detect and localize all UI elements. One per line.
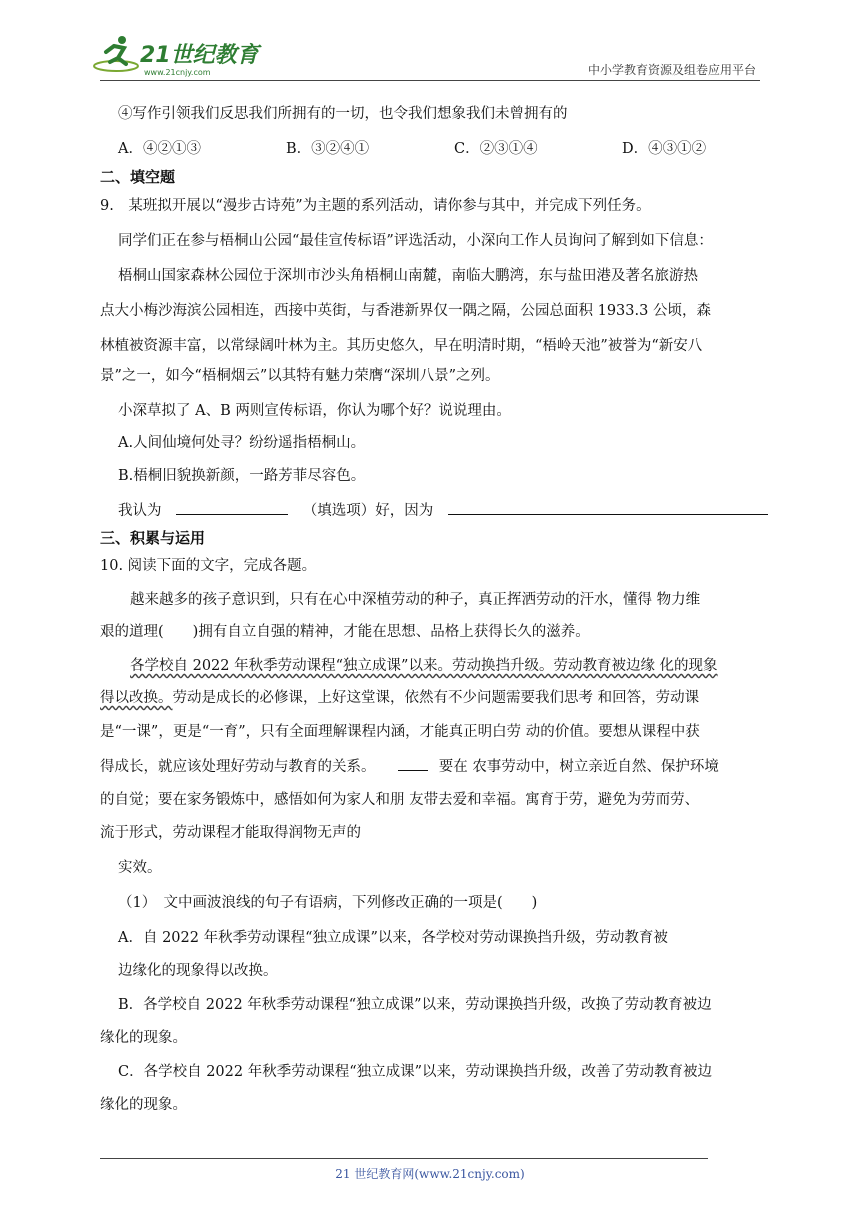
q9-passage-line-2: 点大小梅沙海滨公园相连，西接中英街，与香港新界仅一隅之隔，公园总面积 1933.3 公顷，森 [100, 303, 711, 319]
answer-blank-reason[interactable] [448, 500, 768, 515]
header-platform-text: 中小学教育资源及组卷应用平台 [587, 63, 756, 77]
q10-para2-line-4 [100, 756, 719, 777]
para2-line-4-text: 得成长，就应该处理好劳动与教育的关系。 [100, 759, 376, 775]
q9-passage-line-1: 梧桐山国家森林公园位于深圳市沙头角梧桐山南麓，南临大鹏湾，东与盐田港及著名旅游热 [118, 268, 698, 284]
q9-option-b: B.梧桐旧貌换新颜，一路芳菲尽容色。 [118, 468, 366, 484]
header-divider [100, 80, 760, 81]
q10-sub1-option-a-line-2: 边缘化的现象得以改换。 [118, 963, 278, 979]
answer-mid: （填选项）好，因为 [302, 503, 434, 519]
para2-line-4-text-b: 要在 农事劳动中，树立亲近自然、保护环境 [438, 759, 719, 775]
q9-task: 小深草拟了 A、B 两则宣传标语，你认为哪个好？说说理由。 [118, 403, 511, 419]
q9-answer-line [118, 500, 768, 521]
wavy-sentence-part-1: 各学校自 2022 年秋季劳动课程“独立成课”以来。劳动换挡升级。劳动教育被边缘 化的现象 [130, 658, 718, 674]
q8-option-d: D．④③①② [622, 141, 707, 157]
logo-runner-icon [92, 32, 262, 82]
q10-para2-line-5: 的自觉；要在家务锻炼中，感悟如何为家人和朋 友带去爱和幸福。寓育于劳，避免为劳而劳、 [100, 792, 700, 808]
q10-blank[interactable] [398, 756, 428, 771]
q10-sub1-option-c-line-1: C．各学校自 2022 年秋季劳动课程“独立成课”以来，劳动课换挡升级，改善了劳动教育被边 [118, 1064, 713, 1080]
q10-sub1-option-a-line-1: A．自 2022 年秋季劳动课程“独立成课”以来，各学校对劳动课换挡升级，劳动教育被 [118, 930, 668, 946]
q10-para2-line-3: 是“一课”，更是“一育”，只有全面理解课程内涵，才能真正明白劳 动的价值。要想从课程中获 [100, 724, 700, 740]
section-2-heading: 二、填空题 [100, 168, 176, 186]
q10-para1-line-1: 越来越多的孩子意识到，只有在心中深植劳动的种子，真正挥洒劳动的汗水，懂得 物力维 [130, 592, 701, 608]
q10-para2-line-1 [130, 656, 718, 676]
answer-blank-option[interactable] [176, 500, 288, 515]
answer-prefix: 我认为 [118, 503, 162, 519]
para2-rest: 劳动是成长的必修课，上好这堂课，依然有不少问题需要我们思考 和回答，劳动课 [172, 690, 700, 706]
q10-sub1-option-b-line-1: B．各学校自 2022 年秋季劳动课程“独立成课”以来，劳动课换挡升级，改换了劳动教育被边 [118, 997, 712, 1013]
q9-intro: 同学们正在参与梧桐山公园“最佳宣传标语”评选活动，小深向工作人员询问了解到如下信息： [118, 233, 713, 249]
q8-option-a: A．④②①③ [118, 141, 201, 157]
site-logo [92, 32, 262, 82]
q10-para2-line-7: 实效。 [118, 860, 162, 876]
logo-url: www.21cnjy.com [144, 68, 211, 77]
footer-divider [100, 1158, 708, 1159]
q9-passage-line-4: 景”之一，如今“梧桐烟云”以其特有魅力荣膺“深圳八景”之列。 [100, 368, 500, 384]
footer-text: 21 世纪教育网(www.21cnjy.com) [335, 1167, 525, 1181]
q9-option-a: A.人间仙境何处寻？纷纷遥指梧桐山。 [118, 435, 366, 451]
q8-option-b: B．③②④① [286, 141, 370, 157]
q10-para2-line-2 [100, 688, 699, 708]
q9-passage-line-3: 林植被资源丰富，以常绿阔叶林为主。其历史悠久，早在明清时期，“梧岭天池”被誉为“新安八 [100, 338, 703, 354]
q10-sub1-option-b-line-2: 缘化的现象。 [100, 1030, 187, 1046]
section-3-heading: 三、积累与运用 [100, 529, 206, 547]
q10-stem: 10. 阅读下面的文字，完成各题。 [100, 558, 317, 574]
logo-text: 21世纪教育 [140, 43, 259, 68]
q10-sub1-option-c-line-2: 缘化的现象。 [100, 1097, 187, 1113]
q8-option-c: C．②③①④ [454, 141, 538, 157]
q10-para2-line-6: 流于形式，劳动课程才能取得润物无声的 [100, 825, 361, 841]
wavy-sentence-part-2: 得以改换。 [100, 690, 173, 706]
q10-para1-line-2: 艰的道理( )拥有自立自强的精神，才能在思想、品格上获得长久的滋养。 [100, 624, 590, 640]
q10-sub1-stem: （1） 文中画波浪线的句子有语病，下列修改正确的一项是( ) [118, 895, 538, 911]
q8-item-4: ④写作引领我们反思我们所拥有的一切，也令我们想象我们未曾拥有的 [118, 106, 568, 122]
q9-stem: 9. 某班拟开展以“漫步古诗苑”为主题的系列活动，请你参与其中，并完成下列任务。 [100, 198, 651, 214]
